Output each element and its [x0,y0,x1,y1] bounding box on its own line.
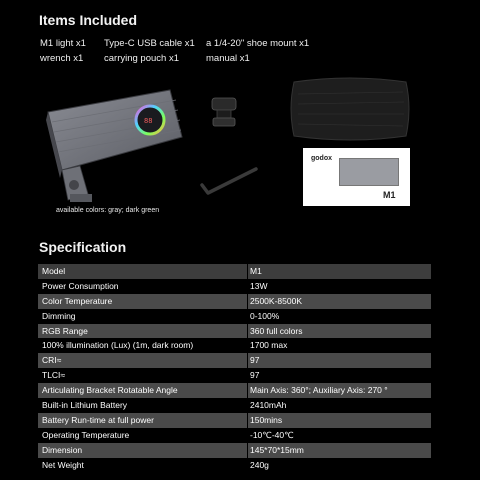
spec-row [38,338,431,353]
spec-row [38,353,431,368]
shoe-mount-image [208,96,240,130]
spec-value: 97 [250,370,260,381]
spec-value: 2410mAh [250,400,287,411]
spec-row [38,413,431,428]
spec-value: M1 [250,266,262,276]
spec-label: Model [42,266,66,276]
manual-light-illustration [339,158,399,186]
spec-value: 240g [250,459,269,470]
spec-value: 97 [250,355,260,366]
spec-label: 100% illumination (Lux) (1m, dark room) [42,340,194,351]
specification-table [38,264,431,472]
spec-label: Built-in Lithium Battery [42,400,128,411]
carrying-pouch-image [288,74,413,144]
spec-row [38,428,431,443]
spec-row [38,398,431,413]
spec-row [38,324,431,339]
spec-label: Dimming [42,310,76,321]
included-item: manual x1 [206,53,250,64]
spec-value: 1700 max [250,340,288,351]
included-item: a 1/4-20" shoe mount x1 [206,38,310,49]
spec-value: -10℃-40℃ [250,429,294,440]
spec-value: Main Axis: 360°; Auxiliary Axis: 270 ° [250,385,388,396]
manual-model: M1 [383,190,396,200]
spec-row [38,443,431,458]
spec-value: 145*70*15mm [250,444,304,455]
spec-value: 150mins [250,414,283,425]
included-item: Type-C USB cable x1 [104,38,195,49]
spec-value: 0-100% [250,310,280,321]
spec-label: Color Temperature [42,295,113,306]
spec-row [38,368,431,383]
included-item: M1 light x1 [40,38,86,49]
specification-title: Specification [39,239,127,255]
spec-label: Operating Temperature [42,429,130,440]
available-colors-caption: available colors: gray; dark green [56,207,160,214]
spec-row [38,294,431,309]
svg-text:88: 88 [144,118,153,126]
spec-label: CRI≈ [42,355,62,366]
manual-brand: godox [311,155,332,162]
spec-row [38,309,431,324]
included-item: wrench x1 [40,53,84,64]
spec-label: Articulating Bracket Rotatable Angle [42,385,178,396]
items-included-title: Items Included [39,12,138,28]
spec-label: Battery Run-time at full power [42,414,154,425]
spec-label: Power Consumption [42,280,119,291]
spec-row [38,458,431,473]
spec-label: Net Weight [42,459,84,470]
spec-label: TLCI≈ [42,370,66,381]
wrench-image [198,165,260,197]
spec-row [38,383,431,398]
manual-image [303,148,410,206]
spec-label: RGB Range [42,325,88,336]
m1-light-image [40,82,190,207]
spec-value: 2500K-8500K [250,295,302,306]
included-item: carrying pouch x1 [104,53,179,64]
spec-value: 13W [250,280,268,291]
spec-row [38,264,431,279]
spec-row [38,279,431,294]
spec-label: Dimension [42,444,83,455]
spec-value: 360 full colors [250,325,303,336]
